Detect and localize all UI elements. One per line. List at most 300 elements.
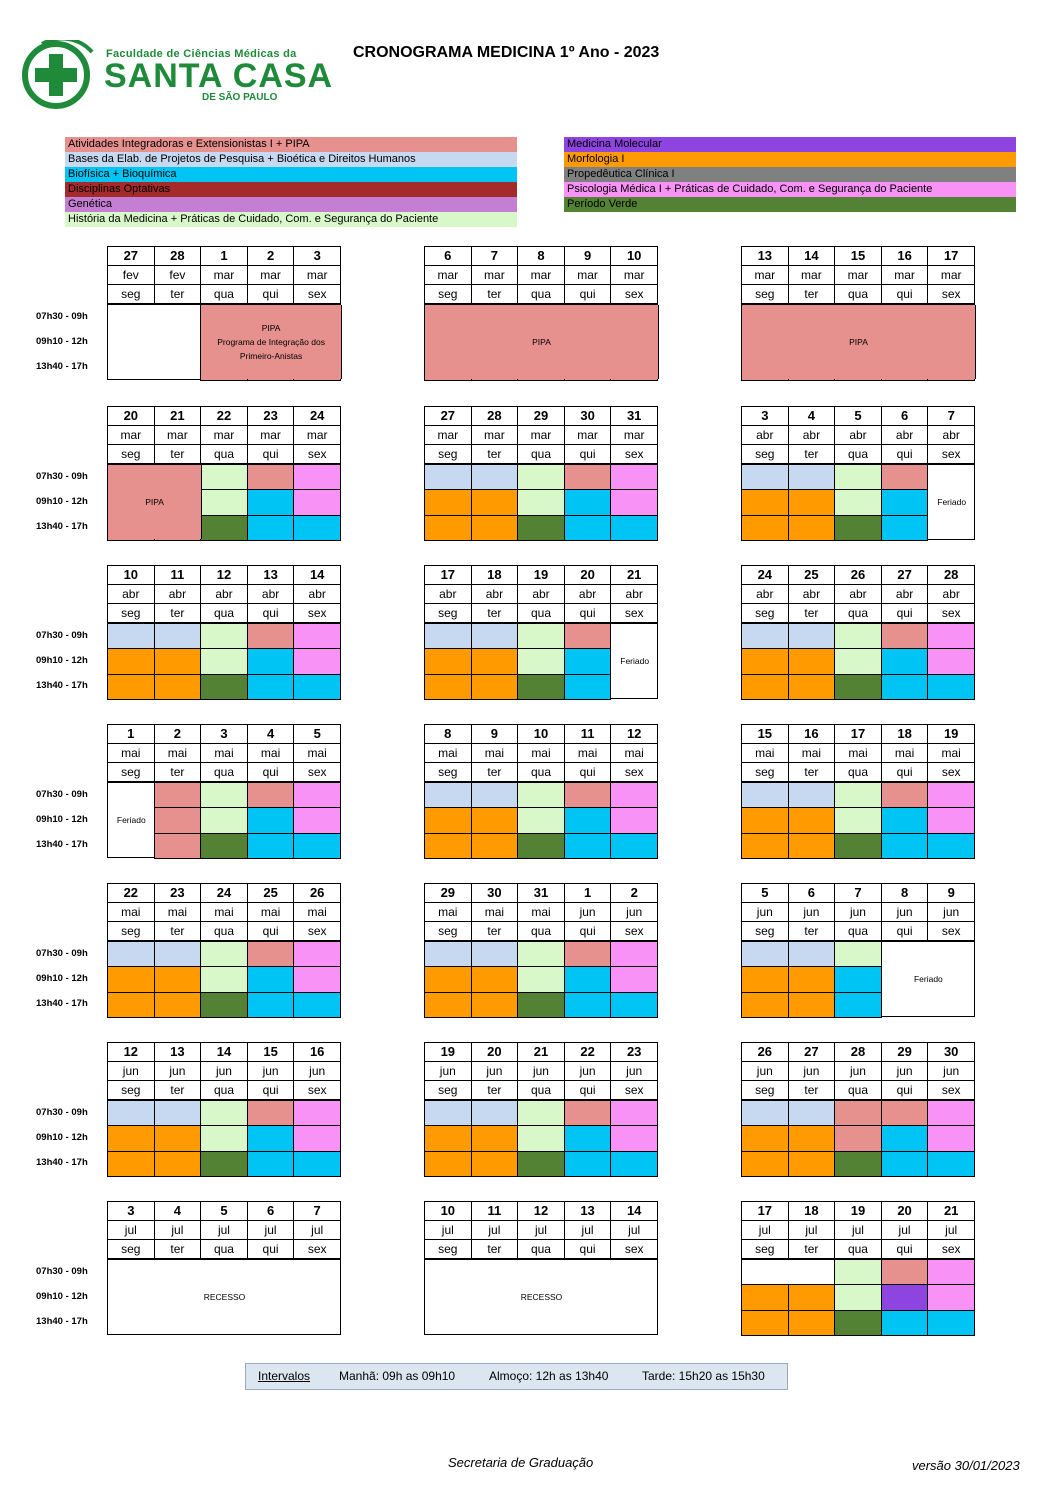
slot-cell [517, 464, 565, 490]
week-block [424, 724, 658, 858]
weekday-label: qui [247, 763, 294, 782]
slot-cell [424, 464, 472, 490]
month-label: jul [425, 1221, 472, 1240]
slot-cell [834, 941, 882, 967]
logo [22, 40, 334, 110]
slot-cell [881, 1151, 929, 1177]
day-number: 17 [928, 247, 975, 266]
month-label: mar [471, 426, 518, 445]
day-number: 29 [881, 1043, 928, 1062]
slot-cell [881, 648, 929, 674]
day-number: 25 [788, 566, 835, 585]
day-number: 15 [742, 725, 789, 744]
slot-cell [788, 1151, 836, 1177]
slot-cell [471, 807, 519, 833]
day-number: 21 [154, 407, 201, 426]
legend-item: Atividades Integradoras e Extensionistas I + PIPA [65, 137, 517, 152]
day-number: 16 [788, 725, 835, 744]
slot-cell [517, 941, 565, 967]
weekday-label: seg [425, 922, 472, 941]
month-label: jun [788, 1062, 835, 1081]
slot-cell [564, 1151, 612, 1177]
day-number: 13 [564, 1202, 611, 1221]
weekday-label: ter [154, 445, 201, 464]
month-label: fev [154, 266, 201, 285]
month-label: mar [247, 426, 294, 445]
slot-cell [834, 489, 882, 515]
day-number: 28 [154, 247, 201, 266]
slot-cell [154, 782, 202, 808]
weekday-label: ter [788, 922, 835, 941]
slot-cell [471, 1125, 519, 1151]
slot-cell [200, 674, 248, 700]
slot-cell [424, 1151, 472, 1177]
day-number: 2 [247, 247, 294, 266]
weekday-label: qui [247, 445, 294, 464]
day-number: 25 [247, 884, 294, 903]
legend-item: Medicina Molecular [564, 137, 1016, 152]
slot-cell [788, 489, 836, 515]
slot-cell [107, 941, 155, 967]
slot-cell [741, 1100, 789, 1126]
weekday-label: sex [611, 763, 658, 782]
slot-cell [881, 674, 929, 700]
slot-note: PIPA [742, 305, 976, 379]
month-label: jun [881, 1062, 928, 1081]
week-block [107, 565, 341, 699]
weekday-label: seg [742, 763, 789, 782]
day-number: 24 [201, 884, 248, 903]
day-number: 21 [518, 1043, 565, 1062]
slot-cell [154, 992, 202, 1018]
month-label: jun [154, 1062, 201, 1081]
slot-cell [927, 1284, 975, 1310]
day-number: 26 [294, 884, 341, 903]
slot-cell [610, 966, 658, 992]
weekday-label: qui [564, 1081, 611, 1100]
weekday-label: ter [471, 445, 518, 464]
slot-cell [471, 941, 519, 967]
month-label: mar [742, 266, 789, 285]
weekday-label: qua [518, 285, 565, 304]
slot-grid [741, 1100, 975, 1176]
slot-grid [424, 623, 658, 699]
legend-item: Período Verde [564, 197, 1016, 212]
slot-cell [471, 515, 519, 541]
slot-cell [927, 782, 975, 808]
slot-cell [200, 464, 248, 490]
day-number: 26 [835, 566, 882, 585]
slot-cell [741, 674, 789, 700]
day-number: 2 [611, 884, 658, 903]
month-label: mai [201, 744, 248, 763]
month-label: jul [881, 1221, 928, 1240]
day-number: 3 [742, 407, 789, 426]
month-label: jul [471, 1221, 518, 1240]
slot-cell [834, 674, 882, 700]
slot-cell [834, 623, 882, 649]
slot-grid [741, 782, 975, 858]
slot-cell [293, 1125, 341, 1151]
month-label: mai [564, 744, 611, 763]
slot-cell [610, 941, 658, 967]
day-number: 19 [835, 1202, 882, 1221]
slot-cell [788, 674, 836, 700]
slot-cell [610, 782, 658, 808]
month-label: jun [247, 1062, 294, 1081]
slot-grid [424, 941, 658, 1017]
day-number: 6 [247, 1202, 294, 1221]
slot-cell [247, 464, 295, 490]
weekday-label: qua [518, 1081, 565, 1100]
slot-note: Feriado [913, 974, 943, 984]
week-block [107, 406, 341, 540]
slot-cell [517, 674, 565, 700]
weekday-label: qui [564, 922, 611, 941]
slot-cell [834, 464, 882, 490]
weekday-label: ter [154, 763, 201, 782]
intervals-box [245, 1363, 788, 1390]
slot-cell [107, 992, 155, 1018]
slot-cell [517, 782, 565, 808]
weekday-label: qua [518, 604, 565, 623]
slot-cell [881, 1125, 929, 1151]
slot-cell [424, 782, 472, 808]
day-number: 12 [518, 1202, 565, 1221]
slot-grid [741, 941, 975, 1017]
time-slot-label: 13h40 - 17h [36, 1316, 88, 1327]
slot-cell [564, 489, 612, 515]
day-number: 7 [294, 1202, 341, 1221]
week-block [107, 724, 341, 858]
slot-cell [424, 515, 472, 541]
slot-cell [293, 1100, 341, 1126]
month-label: jun [294, 1062, 341, 1081]
slot-cell [247, 992, 295, 1018]
slot-cell [424, 648, 472, 674]
day-number: 30 [928, 1043, 975, 1062]
slot-cell [881, 464, 929, 490]
slot-cell [741, 966, 789, 992]
slot-cell [610, 992, 658, 1018]
slot-cell [788, 966, 836, 992]
week-block [424, 1201, 658, 1335]
month-label: abr [881, 426, 928, 445]
weekday-label: ter [788, 1240, 835, 1259]
week-block [741, 565, 975, 699]
slot-cell [247, 807, 295, 833]
slot-cell [927, 1151, 975, 1177]
month-label: jul [154, 1221, 201, 1240]
slot-cell [517, 1151, 565, 1177]
month-label: jul [108, 1221, 155, 1240]
week-block [424, 406, 658, 540]
slot-cell [424, 674, 472, 700]
time-slot-label: 13h40 - 17h [36, 1157, 88, 1168]
legend-item: Bases da Elab. de Projetos de Pesquisa + Bioética e Direitos Humanos [65, 152, 517, 167]
slot-cell [610, 1151, 658, 1177]
day-number: 19 [928, 725, 975, 744]
day-number: 19 [518, 566, 565, 585]
slot-cell [564, 515, 612, 541]
slot-cell [200, 941, 248, 967]
day-number: 3 [201, 725, 248, 744]
slot-cell [788, 1310, 836, 1336]
week-header [107, 246, 341, 304]
slot-cell [881, 515, 929, 541]
slot-grid [107, 782, 341, 858]
month-label: mar [564, 266, 611, 285]
slot-cell [741, 941, 789, 967]
slot-note: PIPA Programa de Integração dos Primeiro-Anistas [201, 305, 342, 379]
day-number: 11 [564, 725, 611, 744]
month-label: mai [788, 744, 835, 763]
legend-item: Propedêutica Clínica I [564, 167, 1016, 182]
slot-cell [927, 833, 975, 859]
slot-cell [247, 833, 295, 859]
weekday-label: seg [742, 1240, 789, 1259]
weekday-label: qui [564, 763, 611, 782]
day-number: 6 [788, 884, 835, 903]
weekday-label: qui [564, 285, 611, 304]
slot-cell [293, 648, 341, 674]
month-label: abr [928, 426, 975, 445]
day-number: 7 [835, 884, 882, 903]
weekday-label: qui [881, 604, 928, 623]
slot-cell [200, 648, 248, 674]
day-number: 11 [154, 566, 201, 585]
slot-cell [610, 833, 658, 859]
slot-cell [517, 833, 565, 859]
day-number: 27 [425, 407, 472, 426]
slot-cell [293, 833, 341, 859]
month-label: mar [294, 426, 341, 445]
slot-cell [293, 941, 341, 967]
month-label: mar [611, 266, 658, 285]
week-header [424, 883, 658, 941]
month-label: mai [471, 903, 518, 922]
day-number: 18 [881, 725, 928, 744]
month-label: mar [881, 266, 928, 285]
slot-cell [927, 1310, 975, 1336]
weekday-label: sex [928, 445, 975, 464]
time-slot-label: 13h40 - 17h [36, 680, 88, 691]
month-label: mai [518, 903, 565, 922]
day-number: 28 [471, 407, 518, 426]
slot-cell [107, 648, 155, 674]
week-header [424, 724, 658, 782]
month-label: abr [425, 585, 472, 604]
month-label: abr [835, 426, 882, 445]
day-number: 17 [835, 725, 882, 744]
day-number: 8 [881, 884, 928, 903]
weekday-label: seg [425, 445, 472, 464]
day-number: 11 [471, 1202, 518, 1221]
slot-cell [788, 1125, 836, 1151]
month-label: abr [928, 585, 975, 604]
weekday-label: qua [518, 922, 565, 941]
slot-cell [247, 648, 295, 674]
week-header [741, 883, 975, 941]
weekday-label: ter [471, 922, 518, 941]
month-label: jul [294, 1221, 341, 1240]
footer-secretaria: Secretaria de Graduação [448, 1455, 594, 1470]
slot-cell [834, 515, 882, 541]
slot-cell [200, 966, 248, 992]
day-number: 15 [835, 247, 882, 266]
slot-cell [471, 966, 519, 992]
month-label: jun [881, 903, 928, 922]
slot-cell [564, 782, 612, 808]
slot-cell [293, 966, 341, 992]
week-block [107, 246, 341, 380]
day-number: 17 [425, 566, 472, 585]
slot-cell [107, 1100, 155, 1126]
weekday-label: qui [881, 1081, 928, 1100]
slot-cell [154, 941, 202, 967]
month-label: mai [928, 744, 975, 763]
slot-cell [247, 782, 295, 808]
slot-cell [424, 992, 472, 1018]
slot-cell [471, 782, 519, 808]
slot-cell [788, 807, 836, 833]
slot-note: Feriado [116, 815, 146, 825]
month-label: abr [247, 585, 294, 604]
day-number: 4 [154, 1202, 201, 1221]
slot-note: RECESSO [203, 1292, 246, 1302]
slot-cell [834, 1125, 882, 1151]
slot-cell [293, 515, 341, 541]
week-header [424, 1201, 658, 1259]
month-label: jun [564, 903, 611, 922]
weekday-label: seg [108, 445, 155, 464]
week-header [107, 883, 341, 941]
logo-line1: Faculdade de Ciências Médicas da [106, 48, 297, 60]
day-number: 10 [425, 1202, 472, 1221]
weekday-label: seg [108, 285, 155, 304]
weekday-label: sex [928, 285, 975, 304]
time-slot-label: 09h10 - 12h [36, 655, 88, 666]
weekday-label: seg [425, 763, 472, 782]
weekday-label: qui [564, 604, 611, 623]
week-block [741, 1201, 975, 1335]
week-header [741, 246, 975, 304]
month-label: mar [425, 266, 472, 285]
month-label: abr [881, 585, 928, 604]
slot-cell [927, 1125, 975, 1151]
slot-grid [741, 1259, 975, 1335]
slot-cell [200, 1100, 248, 1126]
slot-cell [154, 1100, 202, 1126]
logo-line3: DE SÃO PAULO [202, 92, 278, 103]
day-number: 31 [611, 407, 658, 426]
slot-cell [834, 1100, 882, 1126]
legend-item: Biofísica + Bioquímica [65, 167, 517, 182]
month-label: jun [835, 903, 882, 922]
slot-cell [471, 1100, 519, 1126]
slot-cell [741, 1310, 789, 1336]
day-number: 16 [294, 1043, 341, 1062]
month-label: abr [154, 585, 201, 604]
day-number: 21 [611, 566, 658, 585]
month-label: mai [881, 744, 928, 763]
weekday-label: sex [928, 604, 975, 623]
slot-cell [564, 1100, 612, 1126]
month-label: mai [108, 903, 155, 922]
day-number: 20 [471, 1043, 518, 1062]
weekday-label: seg [108, 1081, 155, 1100]
weekday-label: qua [835, 604, 882, 623]
slot-cell [293, 992, 341, 1018]
weekday-label: qui [564, 1240, 611, 1259]
weekday-label: qua [835, 922, 882, 941]
day-number: 28 [835, 1043, 882, 1062]
slot-cell [881, 1259, 929, 1285]
weekday-label: qua [201, 285, 248, 304]
weekday-label: seg [108, 604, 155, 623]
slot-grid [107, 623, 341, 699]
month-label: abr [742, 426, 789, 445]
month-label: abr [611, 585, 658, 604]
weekday-label: seg [742, 604, 789, 623]
weekday-label: qui [564, 445, 611, 464]
week-block [107, 1201, 341, 1335]
day-number: 13 [247, 566, 294, 585]
logo-line2: SANTA CASA [104, 57, 334, 95]
slot-cell [293, 464, 341, 490]
time-slot-label: 07h30 - 09h [36, 471, 88, 482]
week-header [741, 1042, 975, 1100]
slot-cell [834, 807, 882, 833]
slot-grid [107, 941, 341, 1017]
month-label: mai [742, 744, 789, 763]
slot-cell [564, 1125, 612, 1151]
time-slot-label: 09h10 - 12h [36, 814, 88, 825]
slot-cell [517, 966, 565, 992]
slot-cell [424, 489, 472, 515]
month-label: mar [108, 426, 155, 445]
time-slot-label: 13h40 - 17h [36, 361, 88, 372]
slot-cell [154, 807, 202, 833]
weekday-label: qua [518, 763, 565, 782]
week-block [741, 406, 975, 540]
slot-cell [517, 623, 565, 649]
month-label: jun [742, 1062, 789, 1081]
day-number: 31 [518, 884, 565, 903]
day-number: 30 [564, 407, 611, 426]
slot-cell [247, 623, 295, 649]
santa-casa-cross-icon [22, 40, 100, 110]
day-number: 19 [425, 1043, 472, 1062]
day-number: 10 [518, 725, 565, 744]
week-header [741, 1201, 975, 1259]
day-number: 4 [247, 725, 294, 744]
slot-cell [564, 833, 612, 859]
time-slot-label: 07h30 - 09h [36, 1266, 88, 1277]
day-number: 18 [471, 566, 518, 585]
slot-cell [517, 489, 565, 515]
weekday-label: sex [294, 763, 341, 782]
day-number: 21 [928, 1202, 975, 1221]
month-label: mai [154, 744, 201, 763]
slot-cell [741, 807, 789, 833]
weekday-label: sex [611, 285, 658, 304]
slot-cell [293, 674, 341, 700]
slot-grid [424, 782, 658, 858]
weekday-label: ter [788, 604, 835, 623]
time-slot-label: 09h10 - 12h [36, 1291, 88, 1302]
day-number: 27 [788, 1043, 835, 1062]
